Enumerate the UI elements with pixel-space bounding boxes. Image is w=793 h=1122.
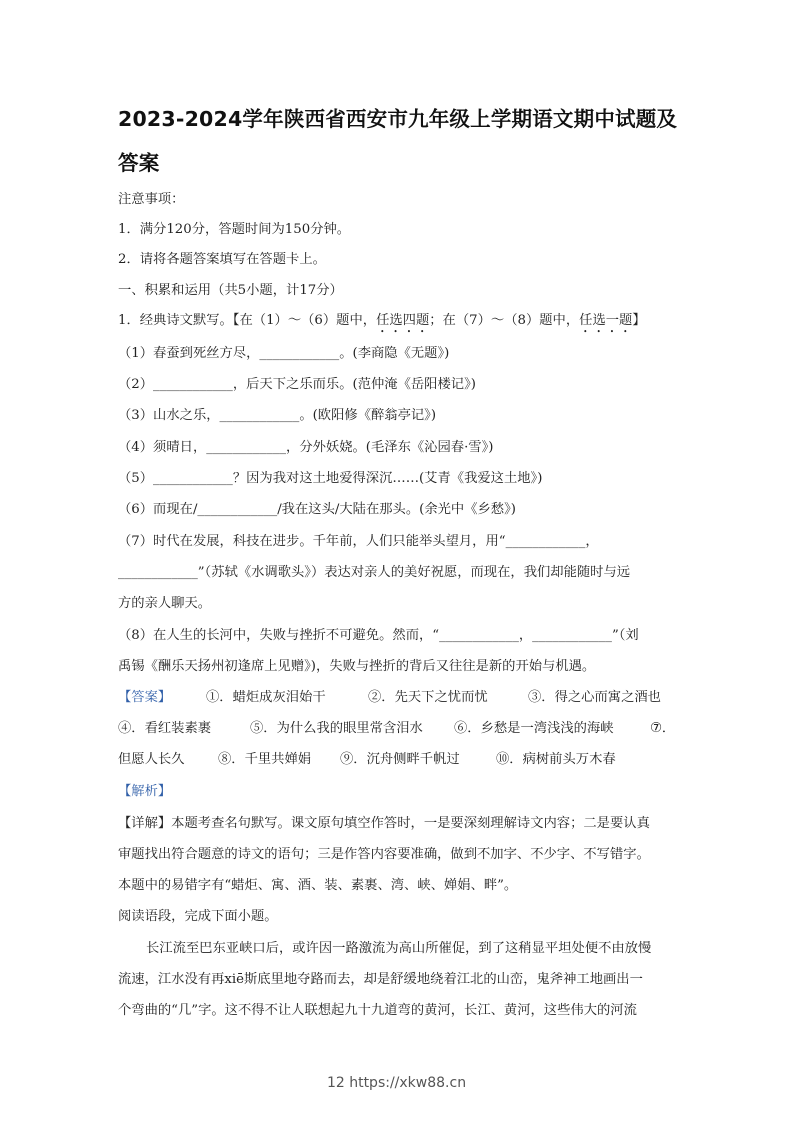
answer-row-2 — [118, 717, 676, 736]
answer-item: ⑦． — [650, 721, 676, 736]
notice-item-2: 2．请将各题答案填写在答题卡上。 — [118, 252, 326, 267]
analysis-line-3: 本题中的易错字有“蜡炬、寓、酒、装、素裹、湾、峡、婵娟、畔”。 — [118, 878, 518, 893]
document-title-continued: 答案 — [118, 151, 160, 175]
question-1-stem-part-a: 1．经典诗文默写。【在（1）～（6）题中， — [118, 313, 377, 328]
fill-item-4: （4）须晴日，____________，分外妖娆。(毛泽东《沁园春·雪》) — [118, 440, 494, 455]
fill-item-1: （1）春蚕到死丝方尽，____________。(李商隐《无题》) — [118, 346, 450, 361]
answer-item: ⑩．病树前头万木春 — [496, 752, 616, 767]
fill-item-2: （2）____________，后天下之乐而乐。(范仲淹《岳阳楼记》) — [118, 377, 476, 392]
question-1-stem — [118, 309, 646, 336]
fill-item-7-line-1: （7）时代在发展，科技在进步。千年前，人们只能举头望月，用“____________， — [118, 534, 599, 549]
answer-item: ②．先天下之忧而忧 — [368, 690, 488, 705]
analysis-line-2: 审题找出符合题意的诗文的语句；三是作答内容要准确，做到不加字、不少字、不写错字。 — [118, 847, 650, 862]
answer-item: ⑥．乡愁是一湾浅浅的海峡 — [454, 721, 614, 736]
emphasis-choose-one: 任选一题 — [579, 313, 633, 328]
fill-item-3: （3）山水之乐，____________。(欧阳修《醉翁亭记》) — [118, 408, 437, 423]
analysis-line-1: 【详解】本题考查名句默写。课文原句填空作答时，一是要深刻理解诗文内容；二是要认真 — [118, 816, 650, 831]
fill-item-7-line-3: 方的亲人聊天。 — [118, 596, 212, 611]
answer-item: ①．蜡炬成灰泪始干 — [206, 690, 326, 705]
answer-item: ⑤．为什么我的眼里常含泪水 — [250, 721, 423, 736]
answer-item: 但愿人长久 — [118, 752, 185, 767]
answer-row-1 — [118, 686, 661, 705]
fill-item-8-line-1: （8）在人生的长河中，失败与挫折不可避免。然而，“____________，____________”（刘 — [118, 628, 639, 643]
answer-item: ⑨．沉舟侧畔千帆过 — [340, 752, 460, 767]
analysis-label: 【解析】 — [118, 784, 172, 799]
answer-item: ③．得之心而寓之酒也 — [528, 690, 661, 705]
reading-paragraph-line-3: 个弯曲的“几”字。这不得不让人联想起九十九道弯的黄河，长江、黄河，这些伟大的河流 — [118, 1003, 637, 1018]
answer-row-3 — [118, 748, 616, 767]
notice-heading: 注意事项： — [118, 192, 185, 207]
reading-paragraph-line-1: 长江流至巴东亚峡口后，或许因一路激流为高山所催促，到了这稍显平坦处便不由放慢 — [146, 941, 652, 956]
question-1-stem-part-b: ；在（7）～（8）题中， — [429, 313, 580, 328]
reading-intro: 阅读语段，完成下面小题。 — [118, 909, 278, 924]
fill-item-6: （6）而现在/____________/我在这头/大陆在那头。(余光中《乡愁》) — [118, 502, 516, 517]
answer-item: ④．看红装素裹 — [118, 721, 212, 736]
emphasis-choose-four: 任选四题 — [376, 313, 430, 328]
section-heading: 一、积累和运用（共5小题，计17分） — [118, 283, 343, 298]
notice-item-1: 1．满分120分，答题时间为150分钟。 — [118, 222, 351, 237]
reading-paragraph-line-2: 流速，江水没有再xiē斯底里地夺路而去，却是舒缓地绕着江北的山峦，鬼斧神工地画出一 — [118, 972, 643, 987]
answer-item: ⑧．千里共婵娟 — [218, 752, 312, 767]
document-title: 2023-2024学年陕西省西安市九年级上学期语文期中试题及 — [118, 107, 678, 131]
page-footer: 12 https://xkw88.cn — [326, 1075, 467, 1091]
fill-item-8-line-2: 禹锡《酬乐天扬州初逢席上见赠》)，失败与挫折的背后又往往是新的开始与机遇。 — [118, 659, 596, 674]
fill-item-5: （5）____________？因为我对这土地爱得深沉……(艾青《我爱这土地》) — [118, 471, 543, 486]
question-1-stem-part-c: 】 — [632, 313, 646, 328]
answer-label: 【答案】 — [118, 690, 172, 705]
fill-item-7-line-2: ____________”（苏轼《水调歌头》）表达对亲人的美好祝愿，而现在，我们却能随时与远 — [118, 565, 631, 580]
